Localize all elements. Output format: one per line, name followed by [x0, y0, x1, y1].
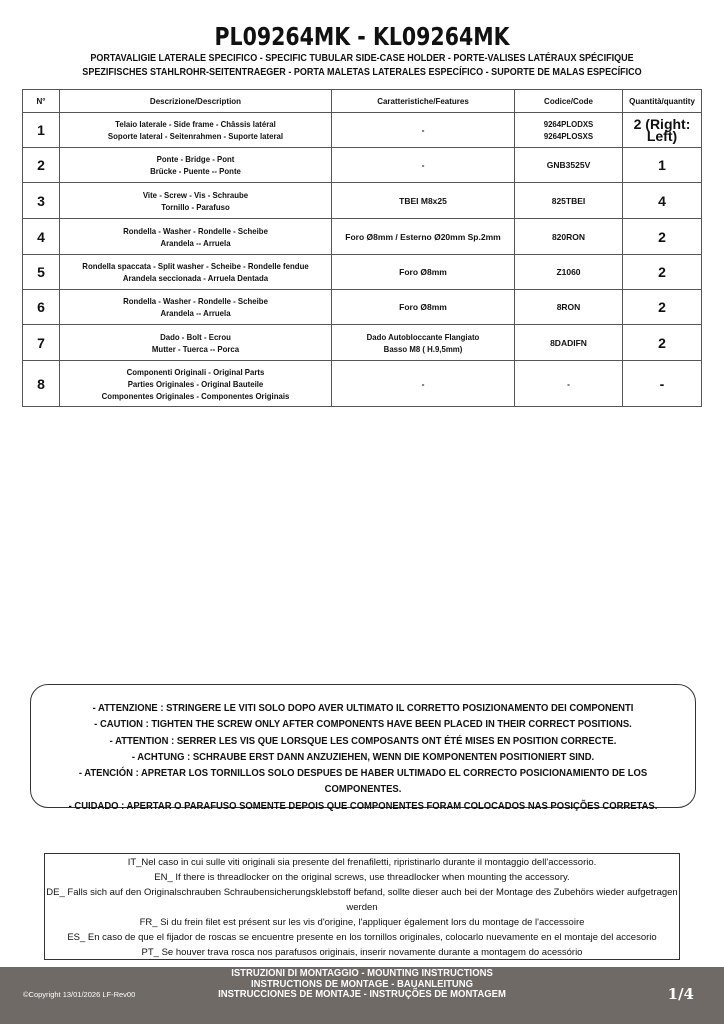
row-code: GNB3525V: [515, 148, 623, 183]
header-number: N°: [23, 90, 60, 113]
row-features: TBEI M8x25: [332, 183, 515, 219]
table-row: [23, 361, 702, 407]
features-line: Dado Autobloccante Flangiato: [366, 331, 480, 342]
table-row: [23, 219, 702, 255]
copyright-text: ©Copyright 13/01/2026 LF-Rev00: [23, 990, 136, 999]
code-line: 9264PLOSXS: [543, 131, 594, 141]
warning-line-pt: - CUIDADO : APERTAR O PARAFUSO SOMENTE DEPOIS QUE COMPONENTES FORAM COLOCADOS NAS POSIÇÕES CORRETAS.: [68, 799, 658, 812]
row-code: 820RON: [515, 219, 623, 255]
row-quantity: 2: [623, 325, 702, 361]
row-description: [60, 361, 332, 407]
desc-line: Mutter - Tuerca -- Porca: [151, 343, 240, 354]
row-description: [60, 290, 332, 325]
row-number: 8: [23, 361, 60, 407]
threadlocker-line-en: EN_ If there is threadlocker on the original screws, use threadlocker when mounting the accessory.: [154, 872, 570, 883]
footer-line-1: ISTRUZIONI DI MONTAGGIO - MOUNTING INSTRUCTIONS: [231, 968, 493, 979]
table-row: [23, 255, 702, 290]
threadlocker-line-de-cont: werden: [346, 902, 378, 913]
header-description: Descrizione/Description: [60, 90, 332, 113]
warning-line-fr: - ATTENTION : SERRER LES VIS QUE LORSQUE LES COMPOSANTS ONT ÉTÉ MISES EN POSITION CORRECTE.: [109, 734, 617, 747]
desc-line: Vite - Screw - Vis - Schraube: [142, 189, 249, 200]
row-quantity: 4: [623, 183, 702, 219]
row-code: 825TBEI: [515, 183, 623, 219]
row-features: -: [332, 113, 515, 148]
desc-line: Componentes Originales - Componentes Originais: [101, 390, 290, 401]
header-features: Caratteristiche/Features: [332, 90, 515, 113]
desc-line: Parties Originales - Original Bauteile: [127, 378, 264, 389]
code-line: 9264PLODXS: [543, 119, 594, 129]
desc-line: Arandela -- Arruela: [160, 237, 231, 248]
subtitle-line-1: PORTAVALIGIE LATERALE SPECIFICO - SPECIFIC TUBULAR SIDE-CASE HOLDER - PORTE-VALISES LATÉRAUX SPÉCIFIQUE: [90, 52, 634, 64]
row-code: 8DADIFN: [515, 325, 623, 361]
page-number: 1/4: [667, 985, 694, 1003]
row-number: 2: [23, 148, 60, 183]
row-features: -: [332, 148, 515, 183]
row-features: Foro Ø8mm: [332, 290, 515, 325]
row-number: 1: [23, 113, 60, 148]
warning-line-de: - ACHTUNG : SCHRAUBE ERST DANN ANZUZIEHEN, WENN DIE KOMPONENTEN POSITIONIERT SIND.: [131, 750, 595, 763]
threadlocker-line-de: DE_ Falls sich auf den Originalschrauben Schraubensicherungsklebstoff befand, sollte dieser auch bei der Montage des Zubehörs wieder aufgetragen: [46, 887, 678, 898]
row-code: 8RON: [515, 290, 623, 325]
footer-line-2: INSTRUCTIONS DE MONTAGE - BAUANLEITUNG: [250, 978, 474, 990]
row-description: [60, 255, 332, 290]
footer-line-3: INSTRUCCIONES DE MONTAJE - INSTRUÇÕES DE MONTAGEM: [218, 989, 506, 1000]
row-description: [60, 148, 332, 183]
row-quantity: 2: [623, 255, 702, 290]
row-features: -: [332, 361, 515, 407]
row-code: -: [515, 361, 623, 407]
desc-line: Arandela -- Arruela: [160, 308, 231, 318]
warning-line-it: - ATTENZIONE : STRINGERE LE VITI SOLO DOPO AVER ULTIMATO IL CORRETTO POSIZIONAMENTO DEI COMPONENTI: [92, 702, 634, 714]
desc-line: Rondella spaccata - Split washer - Scheibe - Rondelle fendue: [82, 261, 309, 271]
row-number: 3: [23, 183, 60, 219]
row-description: [60, 183, 332, 219]
table-row: [23, 290, 702, 325]
desc-line: Componenti Originali - Original Parts: [126, 366, 265, 377]
row-quantity: 2 (Right: Left): [623, 113, 702, 148]
desc-line: Rondella - Washer - Rondelle - Scheibe: [123, 225, 268, 236]
desc-line: Ponte - Bridge - Pont: [156, 154, 235, 164]
header-quantity: Quantità/quantity: [623, 90, 702, 113]
row-number: 5: [23, 255, 60, 290]
desc-line: Telaio laterale - Side frame - Châssis latéral: [115, 119, 276, 129]
footer-bar: [0, 967, 724, 1024]
warning-line-es: - ATENCIÓN : APRETAR LOS TORNILLOS SOLO DESPUES DE HABER ULTIMADO EL CORRECTO POSICIONAMIENTO DE LOS COMPONENTES.: [78, 767, 648, 796]
row-description: [60, 219, 332, 255]
warning-line-en: - CAUTION : TIGHTEN THE SCREW ONLY AFTER COMPONENTS HAVE BEEN PLACED IN THEIR CORRECT POSITIONS.: [94, 718, 632, 731]
table-row: [23, 113, 702, 148]
threadlocker-line-it: IT_Nel caso in cui sulle viti originali sia presente del frenafiletti, ripristinarlo durante il montaggio dell'accessorio.: [127, 857, 597, 868]
subtitle-line-2: SPEZIFISCHES STAHLROHR-SEITENTRAEGER - PORTA MALETAS LATERALES ESPECÍFICO - SUPORTE DE MALAS ESPECÍFICO: [82, 66, 642, 78]
row-quantity: 1: [623, 148, 702, 183]
desc-line: Rondella - Washer - Rondelle - Scheibe: [123, 296, 268, 306]
desc-line: Dado - Bolt - Ecrou: [160, 331, 231, 342]
row-description: [60, 325, 332, 361]
threadlocker-line-fr: FR_ Si du frein filet est présent sur les vis d'origine, l'appliquer également lors du montage de l'accessoire: [139, 917, 585, 928]
table-row: [23, 183, 702, 219]
row-number: 7: [23, 325, 60, 361]
warning-box: [30, 684, 696, 812]
desc-line: Brücke - Puente -- Ponte: [150, 166, 241, 176]
row-features: Foro Ø8mm: [332, 255, 515, 290]
features-line: Basso M8 ( H.9,5mm): [383, 343, 463, 354]
row-features: Foro Ø8mm / Esterno Ø20mm Sp.2mm: [332, 219, 515, 255]
table-header-row: [23, 90, 702, 113]
desc-line: Tornillo - Parafuso: [161, 201, 230, 212]
header-code: Codice/Code: [515, 90, 623, 113]
row-quantity: -: [623, 361, 702, 407]
row-quantity: 2: [623, 290, 702, 325]
row-description: [60, 113, 332, 148]
threadlocker-note-box: [44, 853, 680, 960]
row-code: Z1060: [515, 255, 623, 290]
threadlocker-line-pt: PT_ Se houver trava rosca nos parafusos originais, inserir novamente durante a montagem do acessório: [141, 947, 583, 958]
desc-line: Arandela seccionada - Arruela Dentada: [122, 273, 269, 283]
row-number: 6: [23, 290, 60, 325]
table-row: [23, 148, 702, 183]
desc-line: Soporte lateral - Seitenrahmen - Suporte lateral: [107, 131, 284, 141]
parts-table: [22, 89, 702, 407]
threadlocker-line-es: ES_ En caso de que el fijador de roscas se encuentre presente en los tornillos originales, colocarlo nuevamente en el montaje del accesorio: [67, 932, 657, 943]
row-number: 4: [23, 219, 60, 255]
row-code: [515, 113, 623, 148]
row-quantity: 2: [623, 219, 702, 255]
table-row: [23, 325, 702, 361]
row-features: [332, 325, 515, 361]
document-title: PL09264MK - KL09264MK: [214, 22, 510, 51]
